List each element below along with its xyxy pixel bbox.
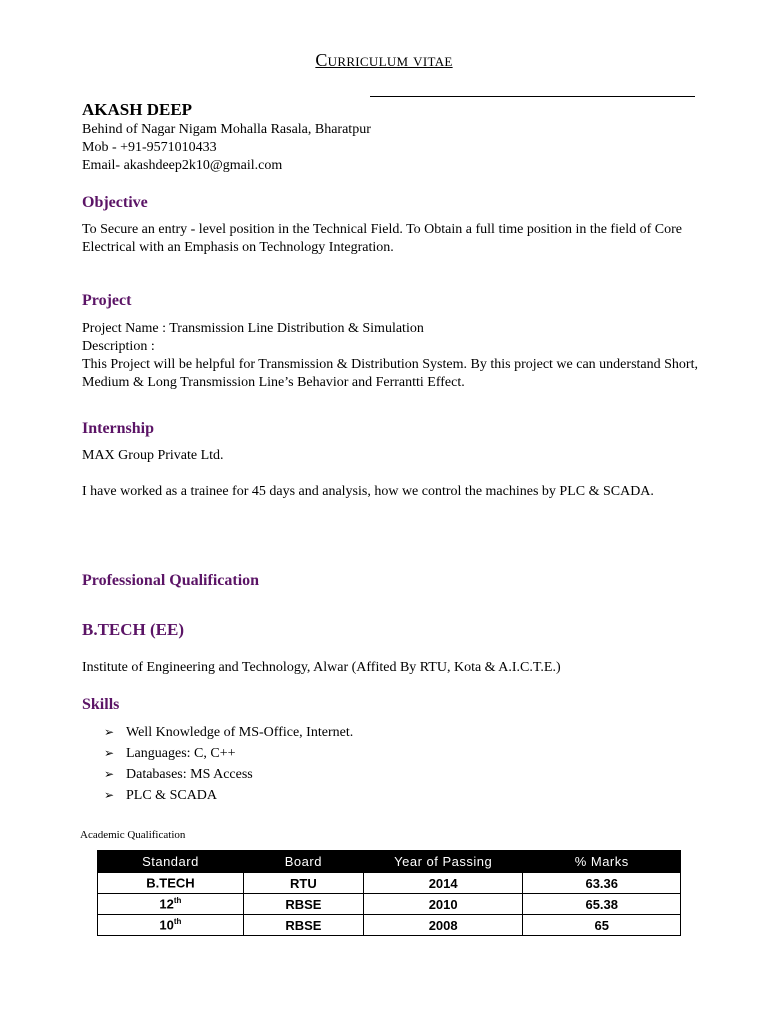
table-header-row	[98, 851, 681, 873]
arrow-bullet-icon: ➢	[104, 746, 115, 760]
academic-table	[97, 850, 681, 936]
skill-text: Languages: C, C++	[126, 745, 236, 761]
cell-standard: 10th	[98, 915, 244, 936]
contact-block	[82, 121, 371, 175]
project-description-label: Description :	[82, 339, 155, 354]
email-line: Email- akashdeep2k10@gmail.com	[82, 158, 283, 173]
arrow-bullet-icon: ➢	[104, 788, 115, 802]
column-header-year: Year of Passing	[363, 851, 523, 873]
candidate-name: AKASH DEEP	[82, 100, 193, 119]
skill-item	[104, 722, 353, 743]
project-name-line: Project Name : Transmission Line Distribution & Simulation	[82, 321, 424, 336]
document-title: Curriculum vitae	[315, 50, 453, 70]
skills-heading: Skills	[82, 696, 120, 713]
internship-description: I have worked as a trainee for 45 days and analysis, how we control the machines by PLC & SCADA.	[82, 484, 654, 499]
cell-board: RBSE	[243, 894, 363, 915]
internship-company: MAX Group Private Ltd.	[82, 448, 224, 463]
objective-text	[82, 221, 702, 257]
skill-text: Well Knowledge of MS-Office, Internet.	[126, 724, 354, 740]
cell-year: 2010	[363, 894, 523, 915]
institute-text	[82, 659, 702, 677]
skill-item	[104, 764, 353, 785]
cell-year: 2008	[363, 915, 523, 936]
column-header-standard: Standard	[98, 851, 244, 873]
address-line: Behind of Nagar Nigam Mohalla Rasala, Bharatpur	[82, 122, 371, 137]
skills-list	[104, 722, 353, 806]
table-row	[98, 873, 681, 894]
column-header-board: Board	[243, 851, 363, 873]
skill-text: PLC & SCADA	[126, 787, 218, 803]
skill-item	[104, 743, 353, 764]
academic-caption: Academic Qualification	[80, 829, 186, 841]
cell-board: RBSE	[243, 915, 363, 936]
column-header-marks: % Marks	[523, 851, 681, 873]
table-row	[98, 894, 681, 915]
header-rule	[370, 96, 695, 97]
table-row	[98, 915, 681, 936]
cell-year: 2014	[363, 873, 523, 894]
cell-marks: 63.36	[523, 873, 681, 894]
cell-standard: 12th	[98, 894, 244, 915]
skill-item	[104, 785, 353, 806]
cell-marks: 65	[523, 915, 681, 936]
cell-marks: 65.38	[523, 894, 681, 915]
cell-standard: B.TECH	[98, 873, 244, 894]
internship-heading: Internship	[82, 420, 155, 437]
institute-line: Institute of Engineering and Technology, Alwar (Affited By RTU, Kota & A.I.C.T.E.)	[82, 660, 561, 675]
project-description: This Project will be helpful for Transmission & Distribution System. By this project we can understand Short, Medium & Long Transmission Line’s Behavior and Ferrantti Effect.	[82, 357, 698, 390]
degree-heading: B.TECH (EE)	[82, 620, 185, 639]
objective-paragraph: To Secure an entry - level position in the Technical Field. To Obtain a full time position in the field of Core Electrical with an Emphasis on Technology Integration.	[82, 222, 682, 255]
project-heading: Project	[82, 292, 132, 309]
project-text	[82, 320, 702, 392]
internship-text	[82, 447, 702, 501]
arrow-bullet-icon: ➢	[104, 725, 115, 739]
professional-qualification-heading: Professional Qualification	[82, 572, 260, 589]
cell-board: RTU	[243, 873, 363, 894]
skill-text: Databases: MS Access	[126, 766, 253, 782]
mobile-line: Mob - +91-9571010433	[82, 140, 217, 155]
objective-heading: Objective	[82, 194, 148, 211]
arrow-bullet-icon: ➢	[104, 767, 115, 781]
